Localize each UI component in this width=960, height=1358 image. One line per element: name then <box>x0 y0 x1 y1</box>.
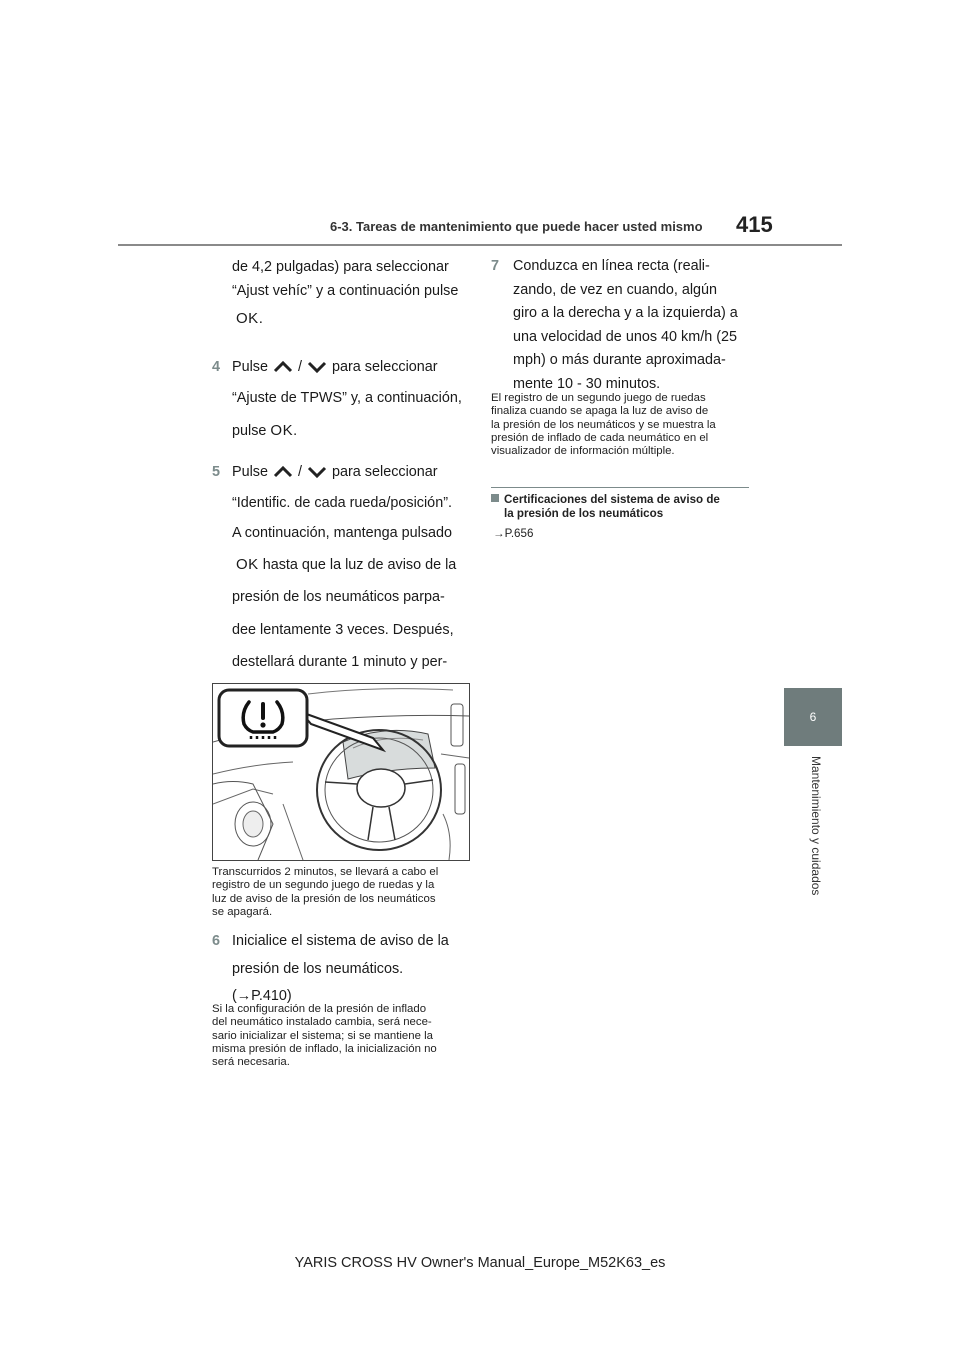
note-line: la presión de los neumáticos y se muestra la <box>491 418 716 431</box>
step-6-line1 <box>212 930 474 954</box>
caption-line: luz de aviso de la presión de los neumáticos <box>212 892 436 905</box>
header-divider <box>118 244 842 246</box>
step-5-line4 <box>212 553 474 578</box>
step-5-line2: “Identific. de cada rueda/posición”. <box>232 494 452 511</box>
step-text: para seleccionar <box>332 359 438 375</box>
intro-line: “Ajust vehíc” y a continuación pulse <box>232 282 459 299</box>
step-number: 4 <box>212 359 221 375</box>
step-4-line2: “Ajuste de TPWS” y, a continuación, <box>232 389 462 406</box>
note-line: será necesaria. <box>212 1056 290 1069</box>
chevron-up-icon <box>272 360 294 374</box>
step-7-line: una velocidad de unos 40 km/h (25 <box>513 328 738 345</box>
note-line: misma presión de inflado, la inicialización no <box>212 1042 437 1055</box>
step-7-line: mph) o más durante aproximada- <box>513 352 726 368</box>
ok-button-icon: OK <box>236 555 259 573</box>
chapter-title: Mantenimiento y cuidados <box>809 756 823 896</box>
period: . <box>258 310 263 327</box>
certifications-heading <box>491 493 761 521</box>
step-4-line3 <box>212 419 472 444</box>
step-7-line: giro a la derecha y a la izquierda) a <box>513 305 738 321</box>
step-4-line1 <box>212 356 472 380</box>
note-line: presión de inflado de cada neumático en el <box>491 431 709 444</box>
section-divider <box>491 487 749 488</box>
intro-text <box>232 256 472 303</box>
step-text: Conduzca en línea recta (reali- <box>513 258 710 274</box>
step-5-line6: dee lentamente 3 veces. Después, <box>232 621 454 638</box>
step-6-line2: presión de los neumáticos. <box>232 960 404 977</box>
caption-line: registro de un segundo juego de ruedas y la <box>212 879 435 892</box>
heading-text: Certificaciones del sistema de aviso de <box>504 493 720 506</box>
step-4 <box>212 356 472 444</box>
certifications-heading-line2: la presión de los neumáticos <box>504 507 664 520</box>
step-number: 7 <box>491 258 500 274</box>
note-line: sario inicializar el sistema; si se mantiene la <box>212 1029 433 1042</box>
chapter-tab <box>784 688 842 746</box>
intro-line: de 4,2 pulgadas) para seleccionar <box>232 259 449 275</box>
step-6 <box>212 930 474 1009</box>
page-reference-link[interactable]: →P.656 <box>493 527 534 540</box>
step-5-line1 <box>212 461 474 485</box>
note-line: visualizador de información múltiple. <box>491 445 675 458</box>
step-text: para seleccionar <box>332 464 438 480</box>
caption-line: Transcurridos 2 minutos, se llevará a cabo el <box>212 866 439 878</box>
page-number: 415 <box>736 212 773 237</box>
step-text: Pulse <box>232 359 268 375</box>
step-number: 5 <box>212 464 221 480</box>
note-line: del neumático instalado cambia, será nece- <box>212 1016 432 1029</box>
ok-button-icon: OK <box>270 422 294 439</box>
step-text: Pulse <box>232 464 268 480</box>
slash: / <box>298 359 302 375</box>
period: . <box>293 423 298 439</box>
note-registration <box>491 392 756 458</box>
step-5-line3: A continuación, mantenga pulsado <box>232 525 453 541</box>
dashboard-illustration <box>212 683 470 861</box>
dashboard-drawing <box>213 684 469 860</box>
chevron-down-icon <box>306 465 328 479</box>
step-7-line1 <box>491 255 761 279</box>
step-5-line5: presión de los neumáticos parpa- <box>232 589 445 605</box>
figure-caption <box>212 866 474 919</box>
chevron-down-icon <box>306 360 328 374</box>
step-7-line: mente 10 - 30 minutos. <box>513 375 661 392</box>
footer-text: YARIS CROSS HV Owner's Manual_Europe_M52K63_es <box>294 1255 666 1271</box>
bullet-square-icon <box>491 494 499 502</box>
chapter-number: 6 <box>809 710 817 724</box>
caption-line: se apagará. <box>212 905 273 918</box>
section-title: 6-3. Tareas de mantenimiento que puede hacer usted mismo <box>330 219 703 234</box>
step-5 <box>212 461 474 707</box>
step-text: Inicialice el sistema de aviso de la <box>232 933 449 949</box>
note-line: Si la configuración de la presión de inflado <box>212 1003 427 1015</box>
note-line: El registro de un segundo juego de ruedas <box>491 392 706 404</box>
step-text: hasta que la luz de aviso de la <box>262 556 457 573</box>
step-7-line: zando, de vez en cuando, algún <box>513 281 718 298</box>
note-line: finaliza cuando se apaga la luz de aviso de <box>491 405 709 418</box>
page-reference-link[interactable]: (→P.410) <box>232 988 292 1004</box>
ok-symbol-line <box>236 310 263 327</box>
step-text: pulse <box>232 423 267 439</box>
step-7 <box>491 255 761 396</box>
step-5-line7: destellará durante 1 minuto y per- <box>232 654 448 670</box>
ok-button-icon: OK <box>236 310 259 327</box>
chapter-title-vertical <box>809 756 829 906</box>
slash: / <box>298 464 302 480</box>
chevron-up-icon <box>272 465 294 479</box>
certifications-heading-line1 <box>491 493 761 507</box>
step-number: 6 <box>212 933 221 949</box>
note-initialization <box>212 1003 474 1069</box>
